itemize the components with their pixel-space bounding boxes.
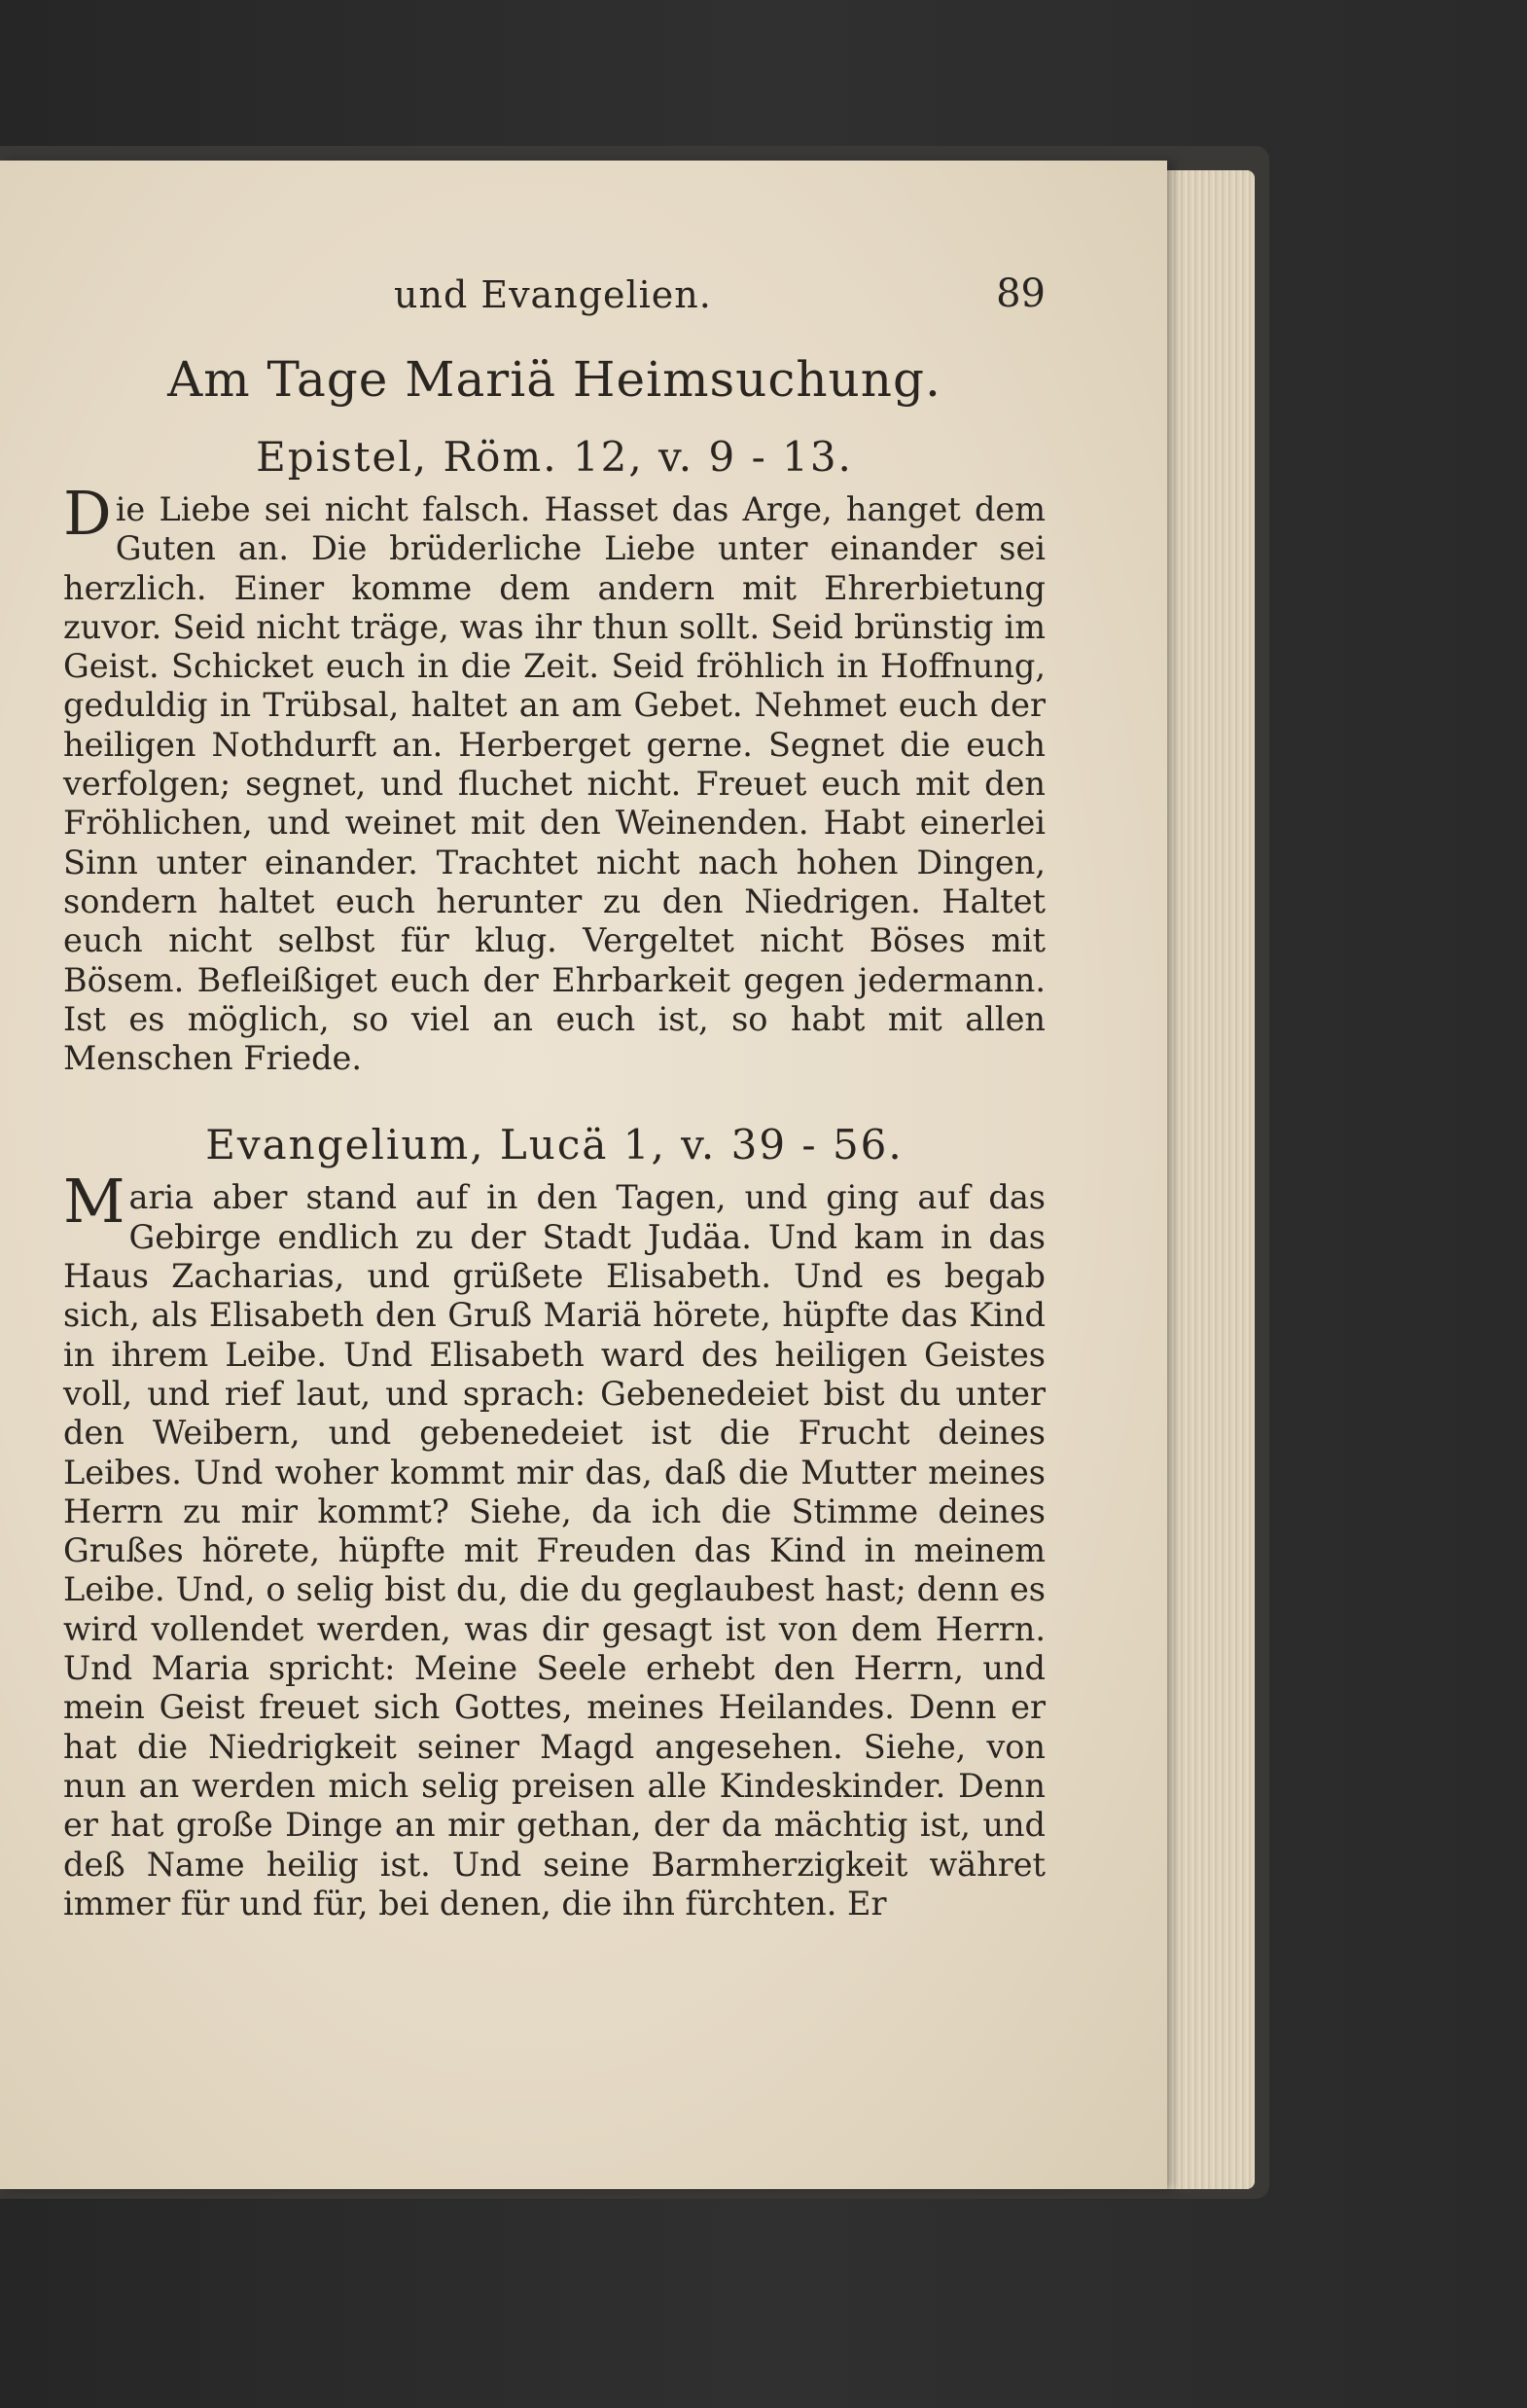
page-content <box>63 268 1046 1923</box>
gospel-body: aria aber stand auf in den Tagen, und ging auf das Gebirge endlich zu der Stadt Judäa. Und kam in das Haus Zacharias, und grüßete Elisabeth. Und es begab sich, als Elisabeth den Gruß Mariä hörete, hüpfte das Kind in ihrem Leibe. Und Elisabeth ward des heiligen Geistes voll, und rief laut, und sprach: Gebenedeiet bist du unter den Weibern, und gebenedeiet ist die Frucht deines Leibes. Und woher kommt mir das, daß die Mutter meines Herrn zu mir kommt? Siehe, da ich die Stimme deines Grußes hörete, hüpfte mit Freuden das Kind in meinem Leibe. Und, o selig bist du, die du geglaubest hast; denn es wird vollendet werden, was dir gesagt ist von dem Herrn. Und Maria spricht: Meine Seele erhebt den Herrn, und mein Geist freuet sich Gottes, meines Heilandes. Denn er hat die Niedrigkeit seiner Magd angesehen. Siehe, von nun an werden mich selig preisen alle Kindeskinder. Denn er hat große Dinge an mir gethan, der da mächtig ist, und deß Name heilig ist. Und seine Barmherzigkeit währet immer für und für, bei denen, die ihn fürchten. Er <box>63 1178 1046 1923</box>
epistle-text <box>63 478 1046 1078</box>
gospel-text <box>63 1166 1046 1923</box>
book-page <box>0 161 1167 2189</box>
epistle-heading: Epistel, Röm. 12, v. 9 - 13. <box>256 433 853 481</box>
section-gap <box>63 1078 1046 1111</box>
page-number: 89 <box>996 271 1046 316</box>
page-header <box>63 268 1046 336</box>
running-head: und Evangelien. <box>394 273 712 316</box>
epistle-body: ie Liebe sei nicht falsch. Hasset das Arge, hanget dem Guten an. Die brüderliche Liebe unter einander sei herzlich. Einer komme dem andern mit Ehrerbietung zuvor. Seid nicht träge, was ihr thun sollt. Seid brünstig im Geist. Schicket euch in die Zeit. Seid fröhlich in Hoffnung, geduldig in Trübsal, haltet an am Gebet. Nehmet euch der heiligen Nothdurft an. Herberget gerne. Segnet die euch verfolgen; segnet, und fluchet nicht. Freuet euch mit den Fröhlichen, und weinet mit den Weinenden. Habt einerlei Sinn unter einander. Trachtet nicht nach hohen Dingen, sondern haltet euch herunter zu den Niedrigen. Haltet euch nicht selbst für klug. Vergeltet nicht Böses mit Bösem. Befleißiget euch der Ehrbarkeit gegen jedermann. Ist es möglich, so viel an euch ist, so habt mit allen Menschen Friede. <box>63 490 1046 1078</box>
gospel-heading: Evangelium, Lucä 1, v. 39 - 56. <box>205 1121 904 1169</box>
epistle-dropcap: D <box>63 478 112 549</box>
gospel-dropcap: M <box>63 1166 125 1238</box>
feast-title: Am Tage Mariä Heimsuchung. <box>167 351 941 408</box>
